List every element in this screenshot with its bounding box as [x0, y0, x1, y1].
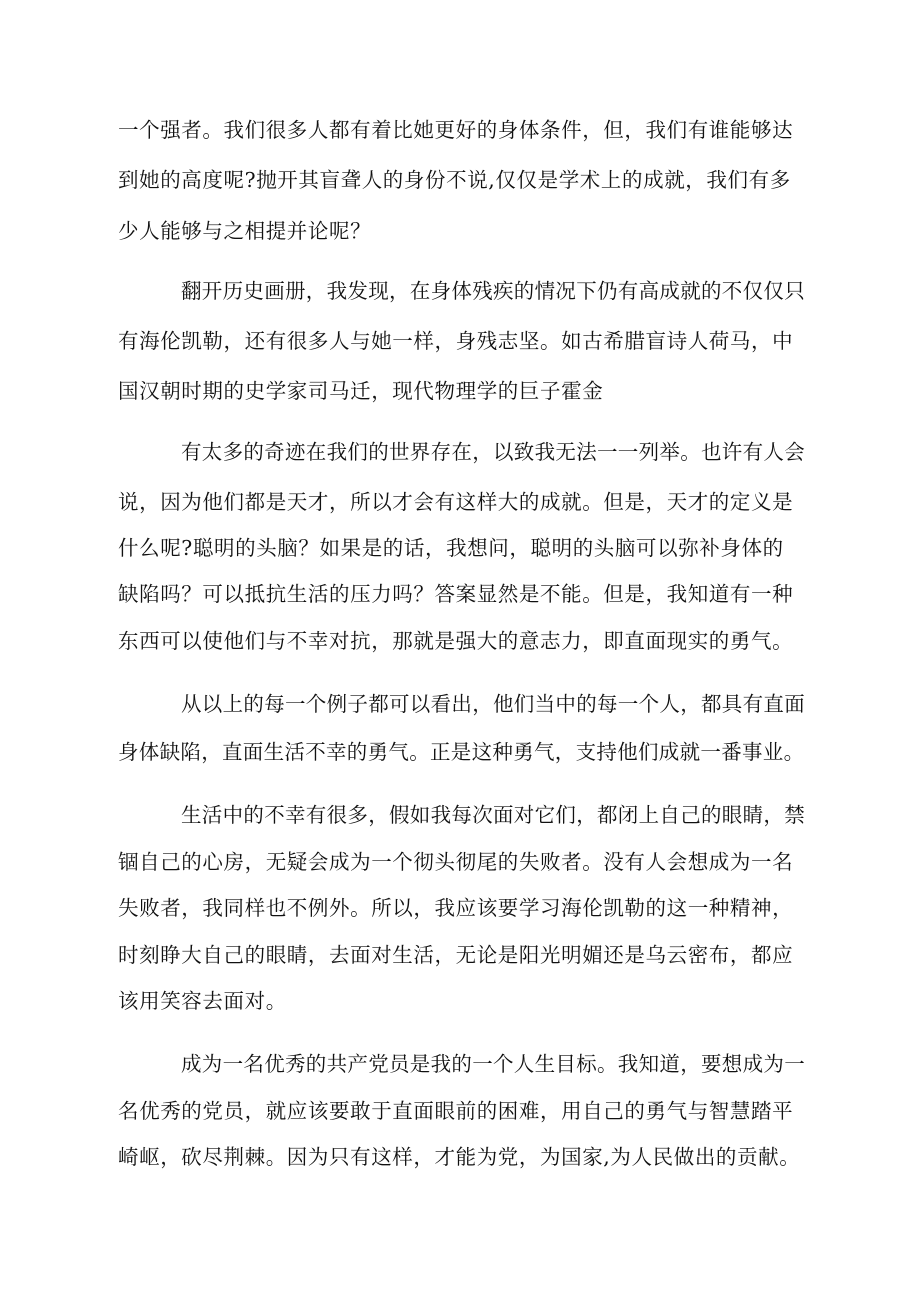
text-line: 生活中的不幸有很多，假如我每次面对它们，都闭上自己的眼睛，禁 — [181, 803, 805, 827]
text-line: 有海伦凯勒，还有很多人与她一样，身残志坚。如古希腊盲诗人荷马，中 — [118, 329, 794, 353]
text-line: 该用笑容去面对。 — [118, 989, 287, 1013]
text-line: 一个强者。我们很多人都有着比她更好的身体条件，但，我们有谁能够达 — [118, 118, 794, 142]
text-line: 少人能够与之相提并论呢？ — [118, 219, 372, 243]
text-line: 失败者，我同样也不例外。所以，我应该要学习海伦凯勒的这一种精神， — [118, 896, 794, 920]
text-line: 身体缺陷，直面生活不幸的勇气。正是这种勇气，支持他们成就一番事业。 — [118, 740, 805, 764]
text-line: 东西可以使他们与不幸对抗，那就是强大的意志力，即直面现实的勇气。 — [118, 629, 794, 653]
text-line: 名优秀的党员，就应该要敢于直面眼前的困难，用自己的勇气与智慧踏平 — [118, 1099, 794, 1123]
text-line: 崎岖，砍尽荆棘。因为只有这样，才能为党，为国家,为人民做出的贡献。 — [118, 1145, 801, 1169]
text-line: 成为一名优秀的共产党员是我的一个人生目标。我知道，要想成为一 — [181, 1052, 805, 1076]
text-line: 有太多的奇迹在我们的世界存在，以致我无法一一列举。也许有人会 — [181, 440, 805, 464]
text-line: 说，因为他们都是天才，所以才会有这样大的成就。但是，天才的定义是 — [118, 490, 794, 514]
text-line: 缺陷吗？可以抵抗生活的压力吗？答案显然是不能。但是，我知道有一种 — [118, 582, 794, 606]
text-line: 锢自己的心房，无疑会成为一个彻头彻尾的失败者。没有人会想成为一名 — [118, 850, 794, 874]
text-line: 时刻睁大自己的眼睛，去面对生活，无论是阳光明媚还是乌云密布，都应 — [118, 943, 794, 967]
text-line: 到她的高度呢?抛开其盲聋人的身份不说,仅仅是学术上的成就，我们有多 — [118, 168, 791, 192]
text-line: 从以上的每一个例子都可以看出，他们当中的每一个人，都具有直面 — [181, 692, 805, 716]
text-line: 国汉朝时期的史学家司马迁，现代物理学的巨子霍金 — [118, 379, 604, 403]
text-line: 什么呢?聪明的头脑？如果是的话，我想问，聪明的头脑可以弥补身体的 — [118, 536, 784, 560]
text-line: 翻开历史画册，我发现，在身体残疾的情况下仍有高成就的不仅仅只 — [181, 279, 805, 303]
